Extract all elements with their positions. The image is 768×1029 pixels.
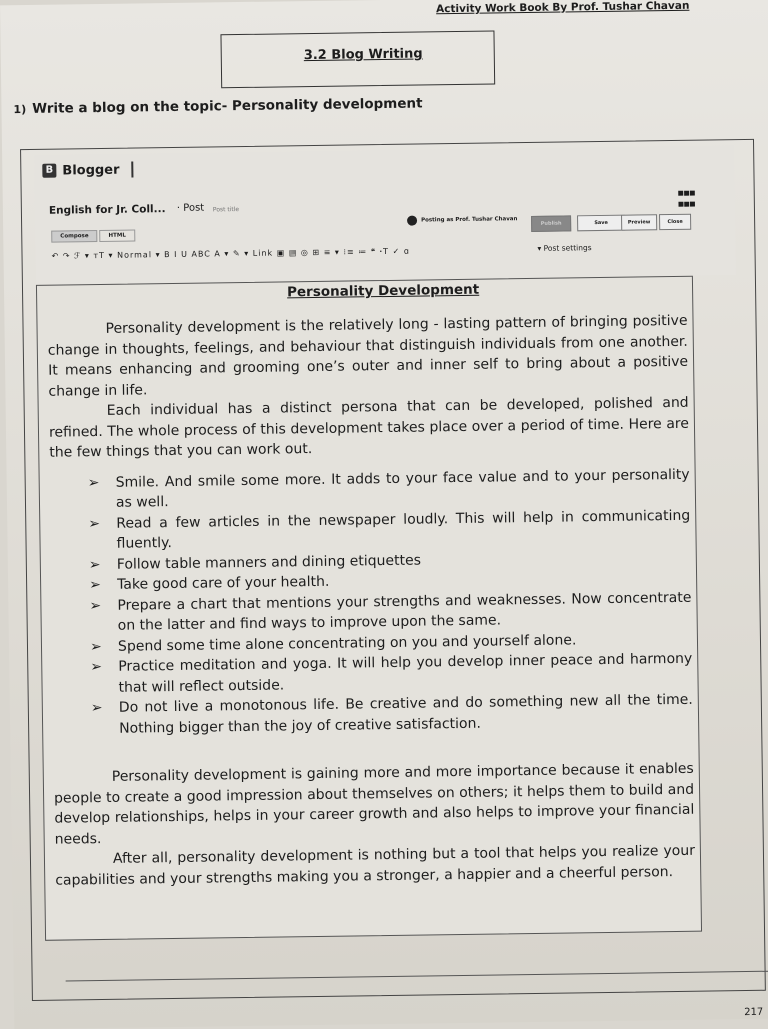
list-item-text: Smile. And smile some more. It adds to your face value and to your personality as well. bbox=[115, 466, 690, 511]
save-button[interactable]: Save bbox=[577, 215, 625, 232]
blogger-logo-text: Blogger bbox=[62, 162, 120, 179]
blogger-b-icon: B bbox=[42, 164, 56, 178]
close-button[interactable]: Close bbox=[659, 214, 691, 230]
list-item-text: Spend some time alone concentrating on you and yourself alone. bbox=[117, 631, 577, 655]
avatar bbox=[407, 216, 417, 226]
divider bbox=[131, 162, 133, 178]
apps-grid-icon[interactable]: ▪▪▪ ▪▪▪ bbox=[677, 187, 695, 210]
list-item-text: Do not live a monotonous life. Be creative and do something new all the time. Nothing bigger than the joy of creative satisfaction. bbox=[118, 691, 693, 737]
paragraph: Each individual has a distinct persona that can be developed, polished and refined. The whole process of this development takes place over a period of time. Here are the few things that you can work out. bbox=[48, 394, 690, 461]
posting-as bbox=[407, 214, 517, 226]
question-number: 1) bbox=[13, 103, 27, 117]
arrow-bullet-icon: ➢ bbox=[89, 577, 101, 594]
list-item-text: Follow table manners and dining etiquettes bbox=[116, 552, 422, 573]
page-number: 217 bbox=[744, 1006, 764, 1019]
question bbox=[13, 95, 422, 117]
book-header: Activity Work Book By Prof. Tushar Chavan bbox=[436, 0, 690, 16]
list-item-text: Prepare a chart that mentions your strengths and weaknesses. Now concentrate on the latter and find ways to improve upon the same. bbox=[117, 589, 692, 634]
paragraph: Personality development is the relatively long - lasting pattern of bringing positive change in thoughts, feelings, and behaviour that distinguish individuals from one another. It means enhancing and grooming one’s outer and inner self to bring about a positive change in life. bbox=[47, 312, 689, 400]
publish-button[interactable]: Publish bbox=[531, 215, 571, 232]
question-text: Write a blog on the topic- Personality development bbox=[32, 95, 423, 117]
blogger-editor-mock bbox=[34, 145, 736, 285]
editor-tabs bbox=[51, 229, 137, 242]
post-title-input[interactable] bbox=[211, 200, 395, 217]
blogger-logo bbox=[42, 162, 133, 179]
arrow-bullet-icon: ➢ bbox=[90, 699, 103, 717]
post-heading: Personality Development bbox=[286, 281, 480, 301]
list-item bbox=[90, 690, 694, 739]
paragraph: Personality development is gaining more and more importance because it enables people to create a good impression about themselves on others; it helps them to build and develop relationships, helps in your career growth and also helps to improve your financial needs. bbox=[54, 760, 695, 848]
tab-compose[interactable]: Compose bbox=[51, 230, 97, 243]
section-title: 3.2 Blog Writing bbox=[303, 46, 423, 64]
arrow-bullet-icon: ➢ bbox=[87, 474, 100, 491]
blog-name[interactable]: English for Jr. Coll... bbox=[48, 203, 166, 217]
list-item-text: Practice meditation and yoga. It will help you develop inner peace and harmony that will reflect outside. bbox=[118, 650, 693, 696]
list-item-text: Read a few articles in the newspaper loudly. This will help in communicating fluently. bbox=[116, 507, 691, 552]
arrow-bullet-icon: ➢ bbox=[88, 515, 101, 532]
posting-as-text: Posting as Prof. Tushar Chavan bbox=[421, 216, 518, 224]
list-item-text: Take good care of your health. bbox=[117, 573, 330, 593]
arrow-bullet-icon: ➢ bbox=[89, 638, 102, 655]
section-title-box bbox=[220, 30, 495, 88]
paragraph: After all, personality development is nothing but a tool that helps you realize your capabilities and your strengths making you a stronger, a happier and a cheerful person. bbox=[55, 842, 696, 889]
post-editor-area[interactable] bbox=[36, 276, 702, 941]
tab-html[interactable]: HTML bbox=[99, 230, 135, 242]
post-settings-link[interactable]: ▾ Post settings bbox=[537, 243, 592, 253]
format-toolbar[interactable]: ↶ ↷ ℱ ▾ ᴛT ▾ Normal ▾ B I U ABC A ▾ ✎ ▾ Link ▣ ▤ ◎ ⊞ ≡ ▾ ⁝≡ ≔ ❝ ꞏT ✓ ɑ bbox=[51, 246, 410, 261]
post-label: · Post bbox=[176, 202, 205, 214]
arrow-bullet-icon: ➢ bbox=[90, 659, 103, 676]
post-body bbox=[47, 311, 695, 891]
preview-button[interactable]: Preview bbox=[621, 214, 657, 231]
tips-list bbox=[50, 464, 694, 739]
arrow-bullet-icon: ➢ bbox=[89, 597, 102, 614]
arrow-bullet-icon: ➢ bbox=[88, 556, 101, 573]
